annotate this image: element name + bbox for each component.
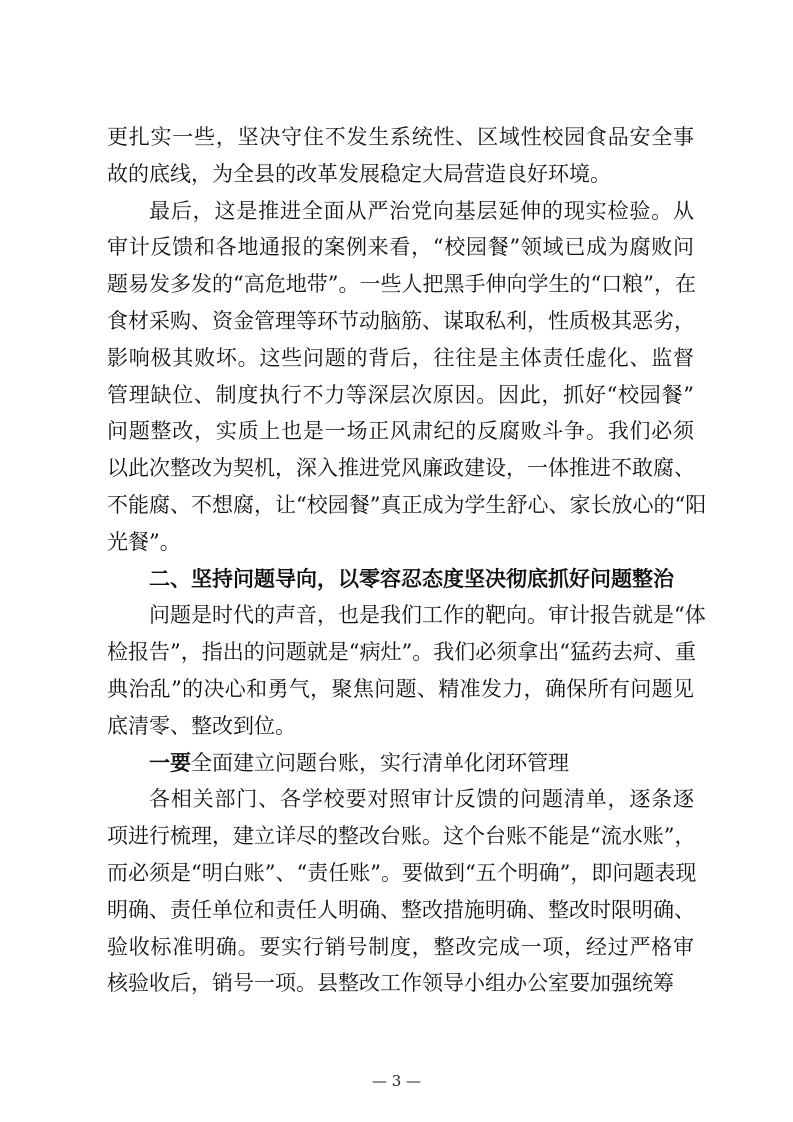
line-text: 项进行梳理，建立详尽的整改台账。这个台账不能是“流水账”， <box>107 824 696 849</box>
text-line <box>107 634 694 671</box>
text-line <box>107 413 694 450</box>
text-line <box>107 487 707 524</box>
line-text: 问题整改，实质上也是一场正风肃纪的反腐败斗争。我们必须 <box>107 419 694 444</box>
text-line <box>107 119 694 156</box>
text-line <box>107 818 694 855</box>
text-line <box>107 745 694 782</box>
text-line <box>107 340 694 377</box>
line-text: 明确、责任单位和责任人明确、整改措施明确、整改时限明确、 <box>107 897 695 922</box>
line-text: 题易发多发的“高危地带”。一些人把黑手伸向学生的“口粮”，在 <box>107 272 696 297</box>
text-line <box>107 781 694 818</box>
line-text: 全面建立问题台账，实行清单化闭环管理 <box>191 750 569 775</box>
line-text: 管理缺位、制度执行不力等深层次原因。因此，抓好“校园餐” <box>107 382 694 407</box>
paragraph <box>107 193 707 561</box>
line-text: 检报告”，指出的问题就是“病灶”。我们必须拿出“猛药去疴、重 <box>107 640 696 665</box>
line-text: 而必须是“明白账”、“责任账”。要做到“五个明确”，即问题表现 <box>107 860 697 885</box>
line-text: 验收标准明确。要实行销号制度，整改完成一项，经过严格审 <box>107 934 694 959</box>
text-line <box>107 561 694 598</box>
text-line <box>107 193 694 230</box>
line-text: 审计反馈和各地通报的案例来看，“校园餐”领域已成为腐败问 <box>107 235 694 260</box>
line-text: 最后，这是推进全面从严治党向基层延伸的现实检验。从 <box>149 198 694 223</box>
paragraph <box>107 119 694 193</box>
text-line <box>107 892 694 929</box>
document-body <box>107 119 707 1002</box>
line-text: 问题是时代的声音，也是我们工作的靶向。审计报告就是“体 <box>149 603 706 628</box>
section-heading <box>107 561 694 598</box>
text-line <box>107 229 694 266</box>
paragraph <box>107 597 706 744</box>
text-line <box>107 450 694 487</box>
text-line <box>107 708 694 745</box>
line-text: 以此次整改为契机，深入推进党风廉政建设，一体推进不敢腐、 <box>107 456 695 481</box>
subsection-heading <box>107 745 694 782</box>
text-line <box>107 266 694 303</box>
line-text: 更扎实一些，坚决守住不发生系统性、区域性校园食品安全事 <box>107 125 694 149</box>
line-text: 影响极其败坏。这些问题的背后，往往是主体责任虚化、监督 <box>107 345 694 370</box>
text-line <box>107 524 694 561</box>
text-line <box>107 303 694 340</box>
page-number: — 3 — <box>371 1072 422 1090</box>
paragraph <box>107 781 697 1002</box>
text-line <box>107 855 697 892</box>
text-line <box>107 671 694 708</box>
line-text: 典治乱”的决心和勇气，聚焦问题、精准发力，确保所有问题见 <box>107 676 694 701</box>
line-text: 各相关部门、各学校要对照审计反馈的问题清单，逐条逐 <box>149 787 694 812</box>
subheading-lead: 一要 <box>149 750 191 775</box>
line-text: 不能腐、不想腐，让“校园餐”真正成为学生舒心、家长放心的“阳 <box>107 492 707 517</box>
text-line <box>107 377 694 414</box>
text-line <box>107 965 694 1002</box>
line-text: 食材采购、资金管理等环节动脑筋、谋取私利，性质极其恶劣， <box>107 308 695 333</box>
text-line <box>107 929 694 966</box>
text-line <box>107 597 706 634</box>
line-text: 故的底线，为全县的改革发展稳定大局营造良好环境。 <box>107 161 611 186</box>
line-text: 底清零、整改到位。 <box>107 713 296 738</box>
line-text: 光餐”。 <box>107 529 181 554</box>
text-line <box>107 156 694 193</box>
line-text: 核验收后，销号一项。县整改工作领导小组办公室要加强统筹 <box>107 971 674 996</box>
line-text: 二、坚持问题导向，以零容忍态度坚决彻底抓好问题整治 <box>149 566 674 591</box>
